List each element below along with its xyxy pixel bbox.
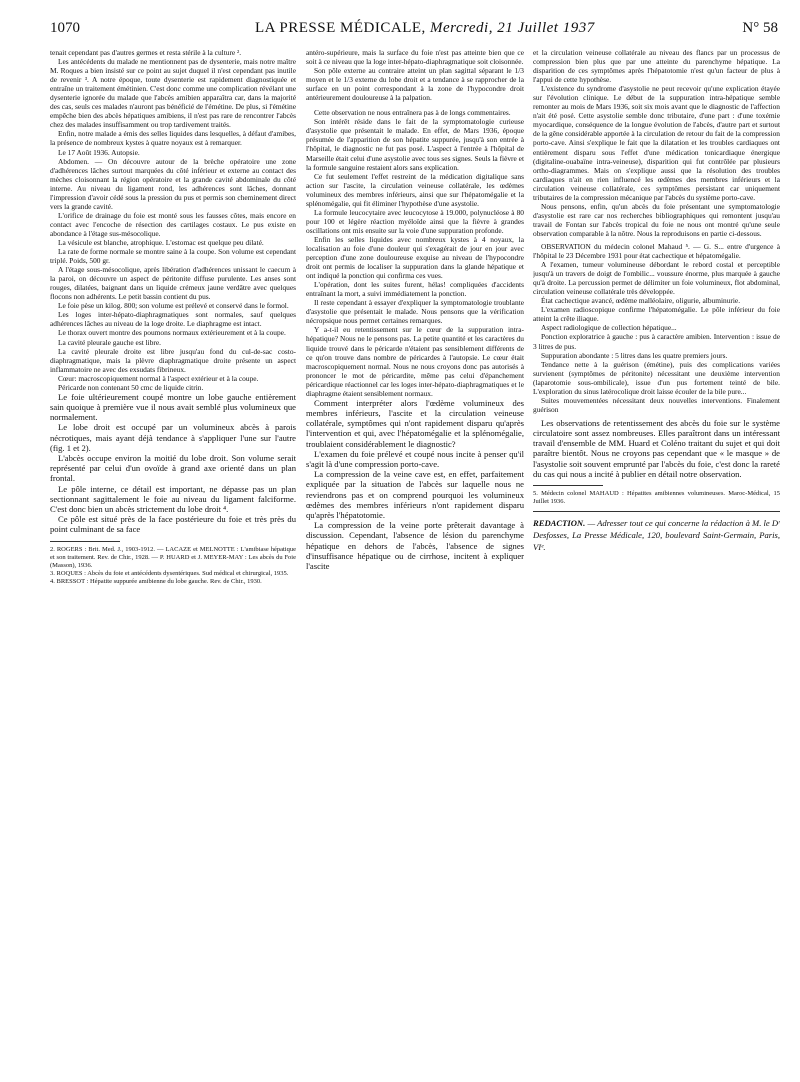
paragraph: Suppuration abondante : 5 litres dans les quatre premiers jours. [541, 350, 728, 360]
footnote: 3. ROQUES : Abcès du foie et antécédents dysentériques. Sud médical et chirurgical, 1935. [50, 569, 289, 577]
paragraph: Cœur: macroscopiquement normal à l'aspect extérieur et à la coupe. [58, 373, 259, 383]
page-number: 1070 [50, 20, 80, 36]
paragraph: et la circulation veineuse collatérale au niveau des flancs par un processus de compression bien plus que par une atteinte du parenchyme hépatique. La disparition de ces symptômes après l'hépatotomie n'est qu'un facteur de plus à l'appui de cette hypothèse. [533, 48, 780, 85]
paragraph: Ponction exploratrice à gauche : pus à caractère amibien. Intervention : issue de 3 litres de pus. [533, 332, 780, 351]
column-right [533, 48, 780, 1058]
redaction-text: — Adresser tout ce qui concerne la rédaction à M. le Dʳ Desfosses, La Presse Médicale, 120, boulevard Saint-Germain, Paris, VIᵉ. [533, 518, 780, 553]
paragraph: Tendance nette à la guérison (émétine), puis des complications variées survienent (symptômes de péritonite) nécessitant une deuxième intervention (laparotomie sous-ombilicale), issue d'un pus fortement teinté de bile. L'exploration du sinus latérocolique droit laisse écouler de la bile pure... [533, 359, 780, 396]
issue-date: Mercredi, 21 Juillet 1937 [430, 20, 595, 36]
paragraph: L'opération, dont les suites furent, hélas! compliquées d'accidents entraînant la mort, a suivi immédiatement la ponction. [306, 280, 524, 299]
paragraph: Cette observation ne nous entraînera pas à de longs commentaires. [314, 108, 511, 118]
paragraph: L'abcès occupe environ la moitié du lobe droit. Son volume serait représenté par celui d'un ovoïde à grand axe orienté dans un plan frontal. [50, 453, 296, 484]
paragraph: L'existence du syndrome d'asystolie ne peut recevoir qu'une explication étayée sur l'évolution clinique. Le début de la suppuration intra-hépatique semble remonter au mois de Mars 1936, soit six mois avant que le diagnostic de l'affection n'ait été posé. Cette asystolie semble donc tributaire, d'une part : d'une toxémie myocardique, conséquence de la longue évolution de l'abcès, d'autre part et surtout de la gêne considérable apportée à la circulation de retour du fait de la compression porto-cave. Ainsi s'explique le fait que la dilatation et les troubles cardiaques ont entièrement disparu sous l'effet d'une médication tonicardiaque énergique (digitaline-ouabaïne intra-veineuse), disparition qui fut contrôlée par plusieurs ortho-diagrammes. Mais on s'explique aussi que la résolution des troubles cardiaques n'ait en rien influencé les œdèmes des membres inférieurs et la circulation veineuse collatérale, ces symptômes persistant car uniquement tributaires de la compression mécanique par l'abcès du système porto-cave. [533, 84, 780, 202]
section-divider [533, 511, 780, 512]
redaction-notice [533, 517, 780, 553]
paragraph: L'orifice de drainage du foie est monté sous les fausses côtes, mais encore en contact avec l'encoche de résection des cartilages costaux. Le pus existe en abondance à l'étage sus-mésocolique. [50, 210, 296, 238]
paragraph: L'examen radioscopique confirme l'hépatomégalie. Le pôle inférieur du foie atteint la crête iliaque. [533, 305, 780, 324]
redaction-label: REDACTION. [533, 518, 586, 529]
paragraph: Enfin les selles liquides avec nombreux kystes à 4 noyaux, la localisation au foie d'une douleur qui s'exagérait de jour en jour avec perception d'une zone douloureuse exquise au niveau de l'hypocondre droit ont permis de localiser la suppuration dans la glande hépatique et ont indiqué la ponction qui confirma ces vues. [306, 234, 524, 281]
footnote: 2. ROGERS : Brit. Med. J., 1903-1912. — LACAZE et MELNOTTE : L'amibiase hépatique et son traitement. Rev. de Chir., 1928. — P. HUARD et J. MEYER-MAY : Les abcès du Foie (Masson), 1936. [50, 545, 296, 569]
paragraph: A l'étage sous-mésocolique, après libération d'adhérences unissant le caecum à la paroi, on découvre un aspect de péritonite diffuse purulente. Les anses sont rouges, dilatées, baignant dans un liquide crémeux jaune verdâtre avec quelques flocons non adhérents. Le petit bassin contient du pus. [50, 265, 296, 302]
paragraph: antéro-supérieure, mais la surface du foie n'est pas atteinte bien que ce soit à ce niveau que la loge inter-hépato-diaphragmatique soit cloisonnée. [306, 48, 524, 67]
paragraph: Les observations de retentissement des abcès du foie sur le système circulatoire sont assez nombreuses. Elles paraîtront dans un intéressant travail d'ensemble de MM. Huard et Coléno traitant du sujet et qui doit paraître bientôt. Nous ne croyons pas cependant que « le masque » de l'asystolie soit souvent emprunté par l'abcès du foie, c'est donc la rareté du cas qui nous a incité à publier en détail notre observation. [533, 417, 780, 479]
paragraph: Enfin, notre malade a émis des selles liquides dans lesquelles, à défaut d'amibes, la présence de nombreux kystes à quatre noyaux est à remarquer. [50, 129, 296, 148]
footnote: 4. BRESSOT : Hépatite suppurée amibienne du lobe gauche. Rev. de Chir., 1930. [50, 577, 262, 585]
paragraph: tenait cependant pas d'autres germes et resta stérile à la culture ². [50, 48, 242, 57]
paragraph: Les antécédents du malade ne mentionnent pas de dysenterie, mais notre maître M. Roques a bien insisté sur ce point au sujet duquel il n'est cependant pas inutile de revenir ³. A notre époque, toute dysenterie est rapidement diagnostiquée et entraîne un traitement émétinien. C'est donc comme une complication révélant une dysenterie ignorée du malade que l'abcès amibien apparaîtra car, dans la majorité des cas, seuls ces malades n'auront pas bénéficié de l'émétine. De plus, si l'émétine empêche bien des abcès hépatiques amibiens, il n'est pas rare de rencontrer l'abcès chez des malades insuffisamment ou trop tardivement traités. [50, 57, 296, 130]
paragraph: Nous pensons, enfin, qu'un abcès du foie présentant une symptomatologie d'asystolie est rare car nos recherches bibliographiques qui remontent jusqu'au travail de Fontan sur l'abcès tropical du foie ne nous ont montré qu'une seule observation comparable à la nôtre. Nous la reproduisons en partie ci-dessous. [533, 201, 780, 238]
paragraph: A l'examen, tumeur volumineuse débordant le rebord costal et perceptible jusqu'à un travers de doigt de l'ombilic... voussure énorme, plus marquée à gauche qu'à droite. La percussion permet de délimiter un foie volumineux, flot abdominal, circulation veineuse collatérale très développée. [533, 260, 780, 297]
paragraph: Son pôle externe au contraire atteint un plan sagittal séparant le 1/3 moyen et le 1/3 externe du lobe droit et a tendance à se rapprocher de la surface en un point correspondant à la zone de l'hypocondre droit antérieurement douloureuse à la palpation. [306, 66, 524, 103]
paragraph: Suites mouvementées nécessitant deux nouvelles interventions. Finalement guérison [533, 395, 780, 414]
paragraph: Ce pôle est situé près de la face postérieure du foie et très près du point culminant de sa face [50, 514, 296, 535]
paragraph: Le foie ultérieurement coupé montre un lobe gauche entièrement sain quoique à première vue il nous avait semblé plus volumineux que normalement. [50, 391, 296, 423]
paragraph: Son intérêt réside dans le fait de la symptomatologie curieuse d'asystolie que présentait le malade. En effet, de Mars 1936, époque présumée de l'apparition de son hépatite suppurée, jusqu'à son entrée à l'hôpital, le diagnostic ne fut pas posé. L'aspect à l'entrée à l'hôpital de Marseille était celui d'une asystolie avec tous ses signes. Seuls la fièvre et la formule sanguine restaient alors sans explication. [306, 117, 524, 172]
observation-paragraph: OBSERVATION du médecin colonel Mahaud ⁵. — G. S... entre d'urgence à l'hôpital le 23 Décembre 1931 pour état cachectique et hépatomégalie. [533, 241, 780, 261]
footnote-divider [533, 485, 603, 486]
paragraph: La formule leucocytaire avec leucocytose à 19.000, polynucléose à 80 pour 100 et légère réaction myéloïde ainsi que la fièvre à grandes oscillations ont mis ensuite sur la voie d'une suppuration profonde. [306, 207, 524, 235]
paragraph: Aspect radiologique de collection hépatique... [541, 323, 677, 333]
footnote-divider [50, 541, 120, 542]
paragraph: Le foie pèse un kilog. 800; son volume est prélevé et conservé dans le formol. [58, 301, 289, 311]
paragraph: La vésicule est blanche, atrophique. L'estomac est quelque peu dilaté. [58, 237, 264, 247]
paragraph: Péricarde non contenant 50 cmc de liquide citrin. [58, 382, 204, 392]
paragraph: Il reste cependant à essayer d'expliquer la symptomatologie troublante d'asystolie que présentait le malade. Nous pensons que la vérification nécropsique nous permet certaines remarques. [306, 298, 524, 326]
paragraph: Comment interpréter alors l'œdème volumineux des membres inférieurs, l'ascite et la circulation veineuse collatérale, symptômes qui n'ont rapidement disparu qu'après l'intervention et qui, avec l'hépatomégalie et la splénomégalie, troublaient considérablement le diagnostic? [306, 397, 524, 449]
column-middle [306, 48, 524, 1058]
paragraph: Les loges inter-hépato-diaphragmatiques sont normales, sauf quelques adhérences lâches au niveau de la loge droite. Le diaphragme est intact. [50, 310, 296, 329]
paragraph: État cachectique avancé, œdème malléolaire, oligurie, albuminurie. [541, 296, 741, 306]
paragraph: Le 17 Août 1936. Autopsie. [58, 147, 140, 157]
paragraph: La cavité pleurale gauche est libre. [58, 337, 162, 347]
paragraph: Le pôle interne, ce détail est important, ne dépasse pas un plan sectionnant sagittalement le foie au niveau du ligament falciforme. C'est donc bien un abcès strictement du lobe droit ⁴. [50, 483, 296, 515]
paragraph: Y a-t-il eu retentissement sur le cœur de la suppuration intra-hépatique? Nous ne le pensons pas. La petite quantité et les caractères du liquide trouvé dans le péricarde n'étaient pas sensiblement différents de ce qu'on trouve dans nombre de péricardes à l'autopsie. Le cœur était macroscopiquement normal. Nous ne nous croyons donc pas autorisés à prononcer le mot de péricardite, même pas celui d'épanchement péricardique réactionnel car les loges inter-hépato-diaphragmatiques et le diaphragme étaient sensiblement normaux. [306, 325, 524, 398]
issue-number: N° 58 [742, 20, 778, 36]
paragraph: Le lobe droit est occupé par un volumineux abcès à parois nécrotiques, mais ayant déjà tendance à s'appliquer l'une sur l'autre (fig. 1 et 2). [50, 422, 296, 453]
paragraph: La cavité pleurale droite est libre jusqu'au fond du cul-de-sac costo-diaphragmatique, mais la plèvre diaphragmatique droite présente un aspect inflammatoire ne avec des exsudats fibrineux. [50, 346, 296, 374]
paragraph: Ce fut seulement l'effet restreint de la médication digitalique sans action sur l'ascite, la circulation veineuse collatérale, les œdèmes volumineux des membres inférieurs, ainsi que sur l'hépatomégalie et la splénomégalie, qui fit éliminer l'hypothèse d'une asystolie. [306, 171, 524, 208]
footnote: 5. Médecin colonel MAHAUD : Hépatites amibiennes volumineuses. Maroc-Médical, 15 Juillet 1936. [533, 490, 780, 506]
paragraph: La compression de la veine cave est, en effet, parfaitement expliquée par la situation de l'abcès sur laquelle nous ne reviendrons pas et on comprend pourquoi les volumineux œdèmes des membres inférieurs n'ont rapidement disparu qu'après l'hépatotomie. [306, 469, 524, 521]
paragraph: Abdomen. — On découvre autour de la brèche opératoire une zone d'adhérences lâches surtout marquées du côté inférieur et externe au contact des mèches cloisonnant la région opératoire et la grande cavité abdominale du côté interne. Au niveau du ligament rond, les adhérences sont lâches, donnant l'impression d'avoir cédé sous la pression du pus et permis son cheminement direct vers la grande cavité. [50, 156, 296, 211]
page-header [50, 20, 778, 42]
paragraph: L'examen du foie prélevé et coupé nous incite à penser qu'il s'agit là d'une compression porto-cave. [306, 448, 524, 469]
paragraph: La rate de forme normale se montre saine à la coupe. Son volume est cependant triplé. Poids, 500 gr. [50, 247, 296, 266]
paragraph: La compression de la veine porte prêterait davantage à discussion. Cependant, l'absence de lésion du parenchyme hépatique en dehors de l'abcès, l'absence de signes d'insuffisance hépatique ou de cirrhose, incitent à expliquer l'ascite [306, 520, 524, 572]
journal-name: LA PRESSE MÉDICALE, [255, 20, 426, 36]
column-left [50, 48, 296, 1058]
paragraph: Le thorax ouvert montre des poumons normaux extérieurement et à la coupe. [58, 328, 286, 338]
journal-title [255, 20, 595, 37]
